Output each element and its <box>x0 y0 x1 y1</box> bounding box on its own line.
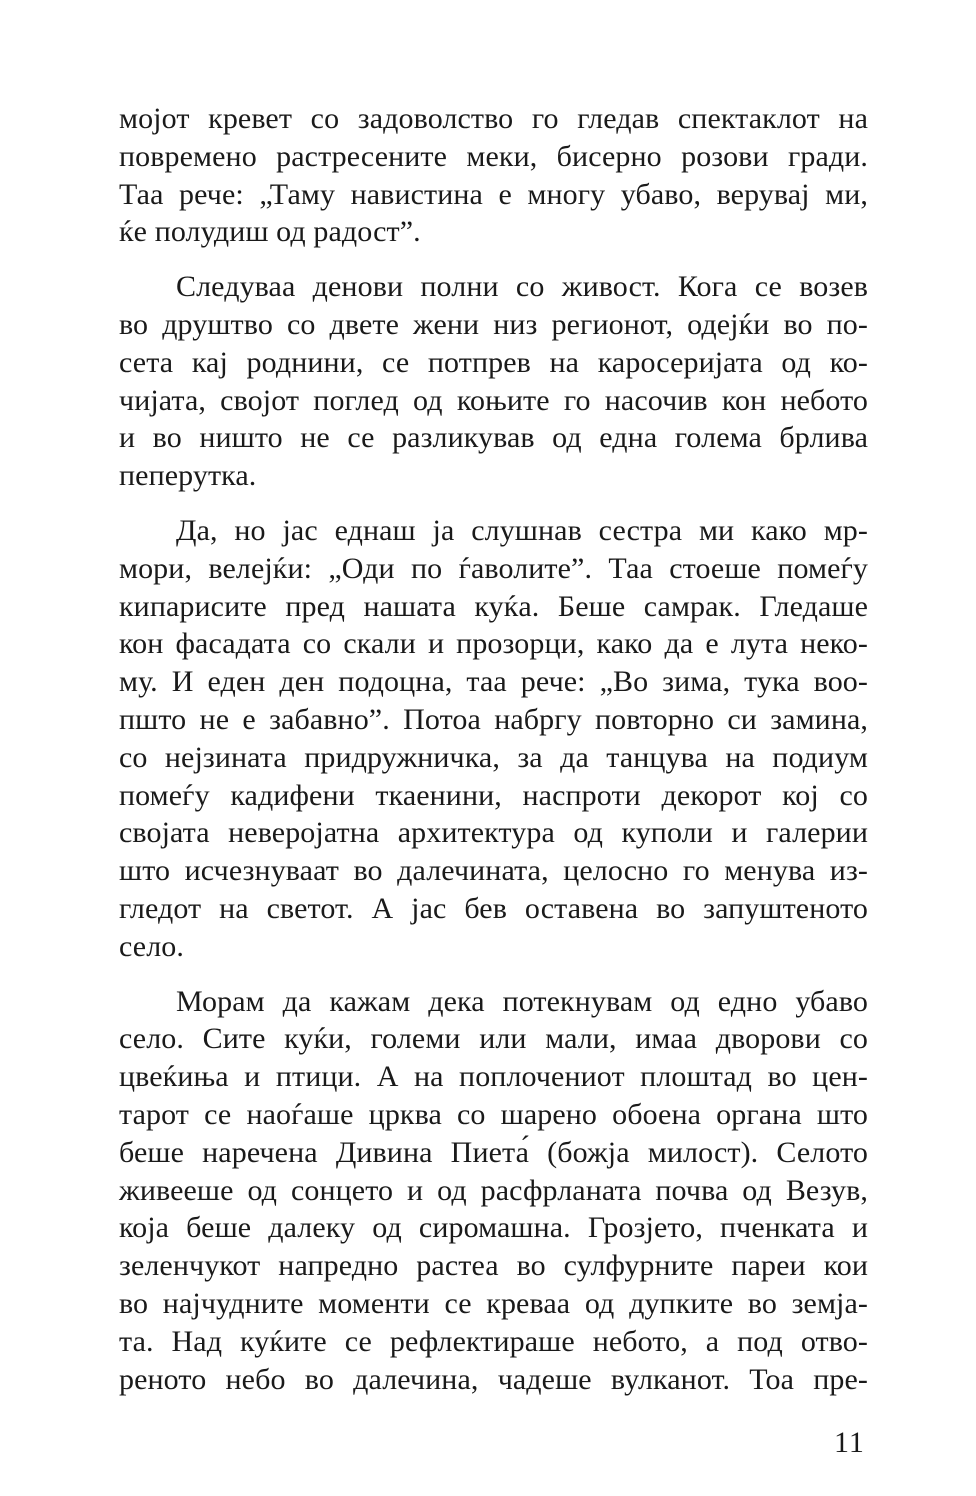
text-line: пеперутка. <box>119 459 257 493</box>
text-line: тарот се наоѓаше црква со шарено обоена органа што <box>119 1097 868 1131</box>
text-line: мори, велејќи: „Оди по ѓаволите”. Таа стоеше помеѓу <box>119 551 868 585</box>
text-line: сета кај роднини, се потпрев на каросеријата од ко- <box>119 345 868 379</box>
text-line: село. Сите куќи, големи или мали, имаа дворови со <box>119 1022 868 1056</box>
text-line: кипарисите пред нашата куќа. Беше самрак. Гледаше <box>119 589 868 623</box>
text-line: својата неверојатна архитектура од куполи и галерии <box>119 816 868 850</box>
paragraph <box>119 268 868 495</box>
page-text <box>119 100 868 1415</box>
text-line: која беше далеку од сиромашна. Грозјето, пченката и <box>119 1211 868 1245</box>
text-line: што исчезнуваат во далечината, целосно го менува из- <box>119 854 868 888</box>
text-line: Да, но јас еднаш ја слушнав сестра ми како мр- <box>176 513 868 547</box>
text-line: кон фасадата со скали и прозорци, како да е лута неко- <box>119 627 868 661</box>
text-line: помеѓу кадифени ткаенини, наспроти декорот кој со <box>119 778 868 812</box>
text-line: Следуваа денови полни со живост. Кога се возев <box>176 270 868 304</box>
text-line: село. <box>119 929 184 963</box>
text-line: Таа рече: „Таму навистина е многу убаво, верувај ми, <box>119 177 868 211</box>
text-line: чијата, својот поглед од коњите го насочив кон небото <box>119 383 868 417</box>
text-line: беше наречена Дивина Пиета́ (божја милост). Селото <box>119 1135 868 1169</box>
paragraph <box>119 983 868 1399</box>
text-line: и во ништо не се разликував од една голема брлива <box>119 421 868 455</box>
paragraph <box>119 100 868 251</box>
text-line: мојот кревет со задоволство го гледав спектаклот на <box>119 102 868 135</box>
text-line: та. Над куќите се рефлектираше небото, а под отво- <box>119 1324 868 1358</box>
page-number: 11 <box>834 1426 865 1459</box>
text-line: цвеќиња и птици. А на поплочениот плоштад во цен- <box>119 1060 868 1094</box>
text-line: гледот на светот. А јас бев оставена во запуштеното <box>119 891 868 925</box>
text-line: во најчудните моменти се креваа од дупките во земја- <box>119 1286 868 1320</box>
text-line: живееше од сонцето и од расфрланата почва од Везув, <box>119 1173 868 1207</box>
text-line: Морам да кажам дека потекнувам од едно убаво <box>176 984 868 1018</box>
text-line: му. И еден ден подоцна, таа рече: „Во зима, тука воо- <box>119 665 868 699</box>
paragraph <box>119 512 868 966</box>
text-line: со нејзината придружничка, за да танцува на подиум <box>119 740 868 774</box>
text-line: реното небо во далечина, чадеше вулканот. Тоа пре- <box>119 1362 868 1396</box>
text-line: во друштво со двете жени низ регионот, одејќи во по- <box>119 307 868 341</box>
text-line: повремено растресените меки, бисерно розови гради. <box>119 139 868 173</box>
text-line: ќе полудиш од радост”. <box>119 215 421 249</box>
text-line: пшто не е забавно”. Потоа набргу повторно си замина, <box>119 702 868 736</box>
text-line: зеленчукот напредно растеа во сулфурните пареи кои <box>119 1249 868 1283</box>
